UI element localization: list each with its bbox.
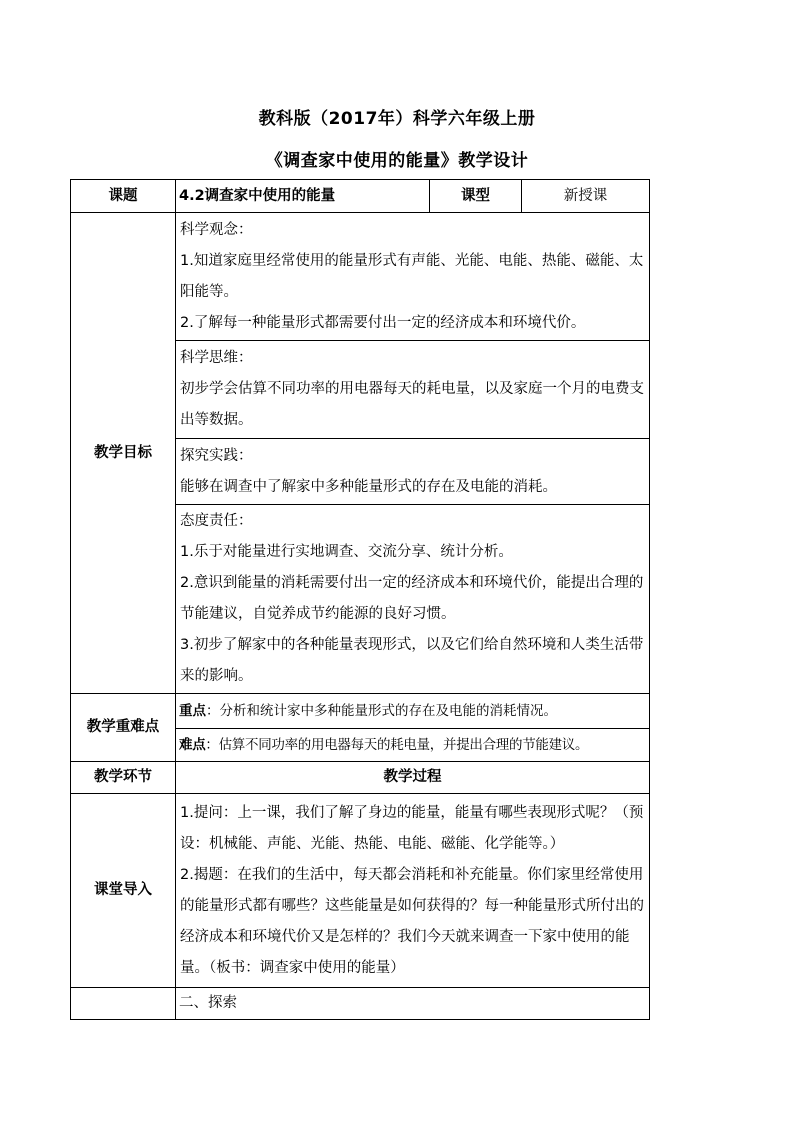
thinking-title: 科学思维： [180,350,253,366]
explore-cell: 二、探索 [176,988,650,1020]
objectives-label: 教学目标 [71,213,176,694]
intro-cell [176,794,650,988]
objectives-concept-cell [176,213,650,341]
focus-tag: 重点 [179,702,206,719]
objectives-concept-row [71,213,650,341]
intro-text-1: 1.提问：上一课，我们了解了身边的能量，能量有哪些表现形式呢？（预设：机械能、声能、光能、热能、电能、磁能、化学能等。） [180,804,644,852]
intro-row [71,794,650,988]
lesson-type-label: 课型 [430,180,522,213]
attitude-title: 态度责任： [180,513,253,529]
practice-item-1: 能够在调查中了解家中多种能量形式的存在及电能的消耗。 [180,478,557,495]
lesson-type-value: 新授课 [522,180,650,213]
attitude-item-1: 1.乐于对能量进行实地调查、交流分享、统计分析。 [180,544,513,560]
process-header-row [71,762,650,794]
concept-item-2: 2.了解每一种能量形式都需要付出一定的经济成本和环境代价。 [180,314,586,331]
key-points-focus-row [71,694,650,729]
concept-title: 科学观念： [180,221,253,238]
attitude-item-3: 3.初步了解家中的各种能量表现形式，以及它们给自然环境和人类生活带来的影响。 [180,637,644,684]
explore-row [71,988,650,1020]
explore-label [71,988,176,1020]
practice-title: 探究实践： [180,447,253,464]
stage-header: 教学环节 [71,762,176,794]
topic-row [71,180,650,213]
intro-text-2: 2.揭题：在我们的生活中，每天都会消耗和补充能量。你们家里经常使用的能量形式都有哪些？这些能量是如何获得的？每一种能量形式所付出的经济成本和环境代价又是怎样的？我们今天就来调查一下家中使用的能量。（板书：调查家中使用的能量） [180,866,644,976]
objectives-practice-cell [176,439,650,505]
document-subtitle: 《调查家中使用的能量》教学设计 [265,151,529,171]
objectives-attitude-cell [176,505,650,694]
key-points-label: 教学重难点 [71,694,176,762]
difficulty-tag: 难点 [179,736,206,753]
objectives-thinking-cell [176,341,650,439]
document-title: 教科版（2017年）科学六年级上册 [258,109,536,129]
lesson-plan-table [70,179,650,1020]
topic-value: 4.2调查家中使用的能量 [176,180,430,213]
thinking-item-1: 初步学会估算不同功率的用电器每天的耗电量，以及家庭一个月的电费支出等数据。 [180,381,644,428]
topic-label: 课题 [71,180,176,213]
attitude-item-2: 2.意识到能量的消耗需要付出一定的经济成本和环境代价，能提出合理的节能建议，自觉养成节约能源的良好习惯。 [180,575,644,622]
process-header: 教学过程 [176,762,650,794]
focus-text: ：分析和统计家中多种能量形式的存在及电能的消耗情况。 [206,702,557,719]
difficulty-text: ：估算不同功率的用电器每天的耗电量，并提出合理的节能建议。 [205,736,589,753]
difficulty-cell [176,729,650,762]
intro-label: 课堂导入 [71,794,176,988]
concept-item-1: 1.知道家庭里经常使用的能量形式有声能、光能、电能、热能、磁能、太阳能等。 [180,252,644,300]
focus-cell [176,694,650,729]
